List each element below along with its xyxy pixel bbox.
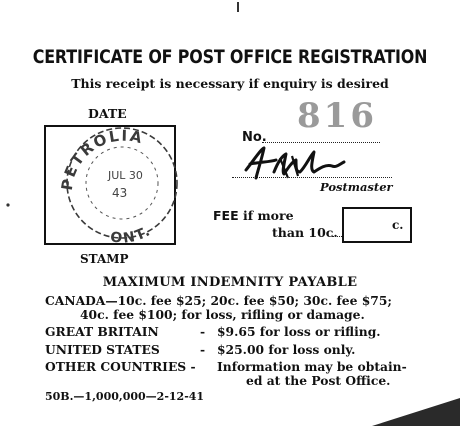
signature-dotted-line xyxy=(232,177,392,178)
postmark-province: ONT. xyxy=(109,222,155,245)
fee-dotted-line xyxy=(332,236,342,237)
canada-line-2: 40c. fee $100; for loss, rifling or damage. xyxy=(80,307,365,322)
fee-unit: c. xyxy=(392,218,404,232)
country-great-britain: GREAT BRITAIN xyxy=(45,324,159,339)
dash-great-britain: - xyxy=(200,324,206,339)
fee-than-label: than 10c. xyxy=(272,225,338,240)
postmark-circle xyxy=(50,113,190,245)
certificate-title: CERTIFICATE OF POST OFFICE REGISTRATION xyxy=(32,47,428,68)
postmaster-label: Postmaster xyxy=(320,180,393,194)
country-other: OTHER COUNTRIES - xyxy=(45,359,196,374)
fee-word: FEE xyxy=(213,208,239,223)
country-united-states: UNITED STATES xyxy=(45,342,160,357)
form-footer-code: 50B.—1,000,000—2-12-41 xyxy=(45,390,205,403)
value-other: Information may be obtain- xyxy=(217,359,407,374)
stamp-label: STAMP xyxy=(80,252,129,266)
postmark-year: 43 xyxy=(112,186,128,200)
fee-if-more: if more xyxy=(238,208,294,223)
indemnity-heading: MAXIMUM INDEMNITY PAYABLE xyxy=(102,275,358,290)
value-great-britain: $9.65 for loss or rifling. xyxy=(217,324,381,339)
registration-number: 816 xyxy=(297,96,377,136)
no-label: No. xyxy=(242,130,267,145)
postmark-month: JUL 30 xyxy=(108,169,143,182)
value-other-line-2: ed at the Post Office. xyxy=(246,373,391,388)
certificate-subtitle: This receipt is necessary if enquiry is desired xyxy=(71,76,389,91)
fee-label xyxy=(213,208,294,223)
svg-text:ONT. xyxy=(109,223,154,245)
date-label: DATE xyxy=(88,106,127,121)
value-united-states: $25.00 for loss only. xyxy=(217,342,356,357)
dash-united-states: - xyxy=(200,342,206,357)
postmark-town: PETROLIA xyxy=(57,126,146,192)
canada-line-1: CANADA—10c. fee $25; 20c. fee $50; 30c. fee $75; xyxy=(45,293,392,308)
